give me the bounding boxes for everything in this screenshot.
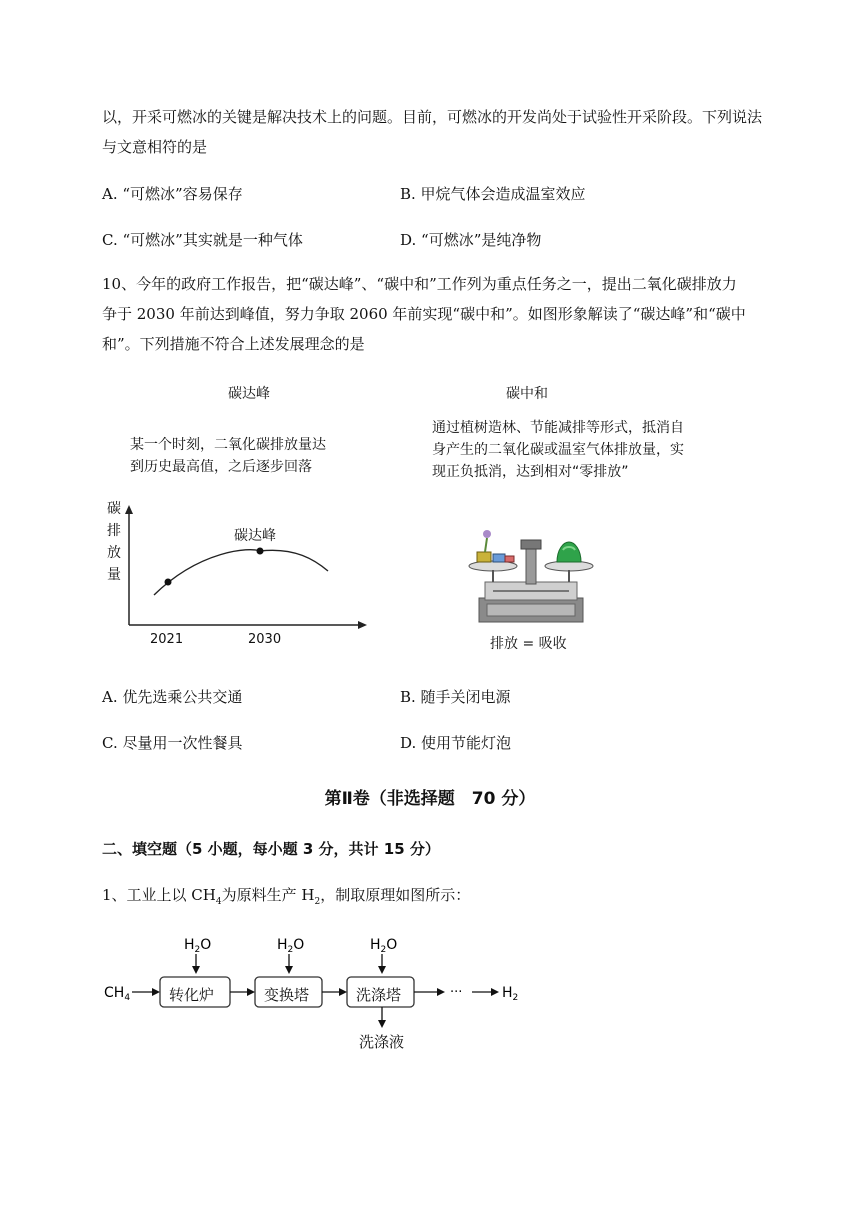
fig-y-char-1: 碳 [107, 501, 121, 517]
process-flow-diagram [100, 930, 540, 1060]
balance-scale-icon [465, 520, 595, 630]
fq1-text [102, 884, 470, 907]
scale-base-front [487, 604, 575, 616]
fig-right-desc-3: 现正负抵消，达到相对“零排放” [432, 464, 629, 480]
q10-option-a: A. 优先选乘公共交通 [102, 688, 243, 706]
fq1-prefix: 1、工业上以 CH [102, 886, 216, 904]
q9-option-a: A. “可燃冰”容易保存 [102, 185, 243, 203]
fq1-suffix: ，制取原理如图所示： [320, 886, 471, 904]
emission-curve [154, 550, 328, 595]
car-icon [493, 554, 505, 562]
balance-caption: 排放 = 吸收 [490, 636, 567, 652]
box-converter-label: 转化炉 [169, 986, 215, 1004]
fig-right-title: 碳中和 [506, 386, 548, 402]
chart-y-arrow [125, 505, 133, 514]
chart-x-arrow [358, 621, 367, 629]
flow-dots: ··· [450, 985, 463, 1000]
flow-h2-output: $H_2$ [502, 985, 519, 1003]
q9-option-c: C. “可燃冰”其实就是一种气体 [102, 231, 303, 249]
point-2021 [165, 579, 172, 586]
fig-left-desc-1: 某一个时刻，二氧化碳排放量达 [130, 437, 326, 453]
fill-blank-section-title: 二、填空题（5 小题，每小题 3 分，共计 15 分） [102, 840, 440, 858]
part2-title: 第Ⅱ卷（非选择题 70 分） [324, 789, 536, 809]
q10-text-line2: 争于 2030 年前达到峰值，努力争取 2060 年前实现“碳中和”。如图形象解读了“碳达峰”和“碳中 [102, 305, 746, 323]
q10-option-b: B. 随手关闭电源 [400, 688, 511, 706]
water-input-2: $H_2O$ [277, 937, 305, 955]
fig-right-desc-1: 通过植树造林、节能减排等形式，抵消自 [432, 420, 684, 436]
q10-option-d: D. 使用节能灯泡 [400, 734, 512, 752]
box-shift-tower-label: 变换塔 [264, 986, 310, 1004]
fig-left-title: 碳达峰 [228, 386, 270, 402]
fq1-mid: 为原料生产 H [221, 886, 315, 904]
point-2030-peak [257, 548, 264, 555]
box-washing-tower-label: 洗涤塔 [356, 986, 402, 1004]
q9-option-b: B. 甲烷气体会造成温室效应 [400, 185, 586, 203]
factory-icon [477, 552, 491, 562]
q9-option-d: D. “可燃冰”是纯净物 [400, 231, 542, 249]
fig-left-desc-2: 到历史最高值，之后逐步回落 [130, 459, 312, 475]
q9-text-line1: 以，开采可燃冰的关键是解决技术上的问题。目前，可燃冰的开发尚处于试验性开采阶段。下列说法 [102, 108, 763, 126]
flow-ch4-label: $CH_4$ [104, 985, 131, 1003]
smoke-stem [485, 538, 487, 552]
scale-post [526, 546, 536, 584]
flow-waste-label: 洗涤液 [359, 1033, 405, 1051]
water-input-1: $H_2O$ [184, 937, 212, 955]
q10-option-c: C. 尽量用一次性餐具 [102, 734, 243, 752]
fig-y-char-4: 量 [107, 567, 121, 583]
tree-icon [557, 542, 581, 562]
fig-y-char-3: 放 [107, 545, 121, 561]
q10-text-line3: 和”。下列措施不符合上述发展理念的是 [102, 335, 365, 353]
fig-x-tick-2030: 2030 [248, 632, 282, 647]
truck-icon [505, 556, 514, 562]
fq1-sub-2: 2 [314, 897, 321, 907]
fig-right-desc-2: 身产生的二氧化碳或温室气体排放量，实 [432, 442, 684, 458]
smoke-icon [483, 530, 491, 538]
fig-x-tick-2021: 2021 [150, 632, 184, 647]
q9-text-line2: 与文意相符的是 [102, 138, 208, 156]
fq1-sub-4: 4 [215, 897, 222, 907]
water-input-3: $H_2O$ [370, 937, 398, 955]
scale-post-top [521, 540, 541, 549]
fig-y-char-2: 排 [107, 523, 121, 539]
fig-peak-label: 碳达峰 [234, 528, 276, 544]
q10-text-line1: 10、今年的政府工作报告，把“碳达峰”、“碳中和”工作列为重点任务之一，提出二氧化碳排放力 [102, 275, 737, 293]
